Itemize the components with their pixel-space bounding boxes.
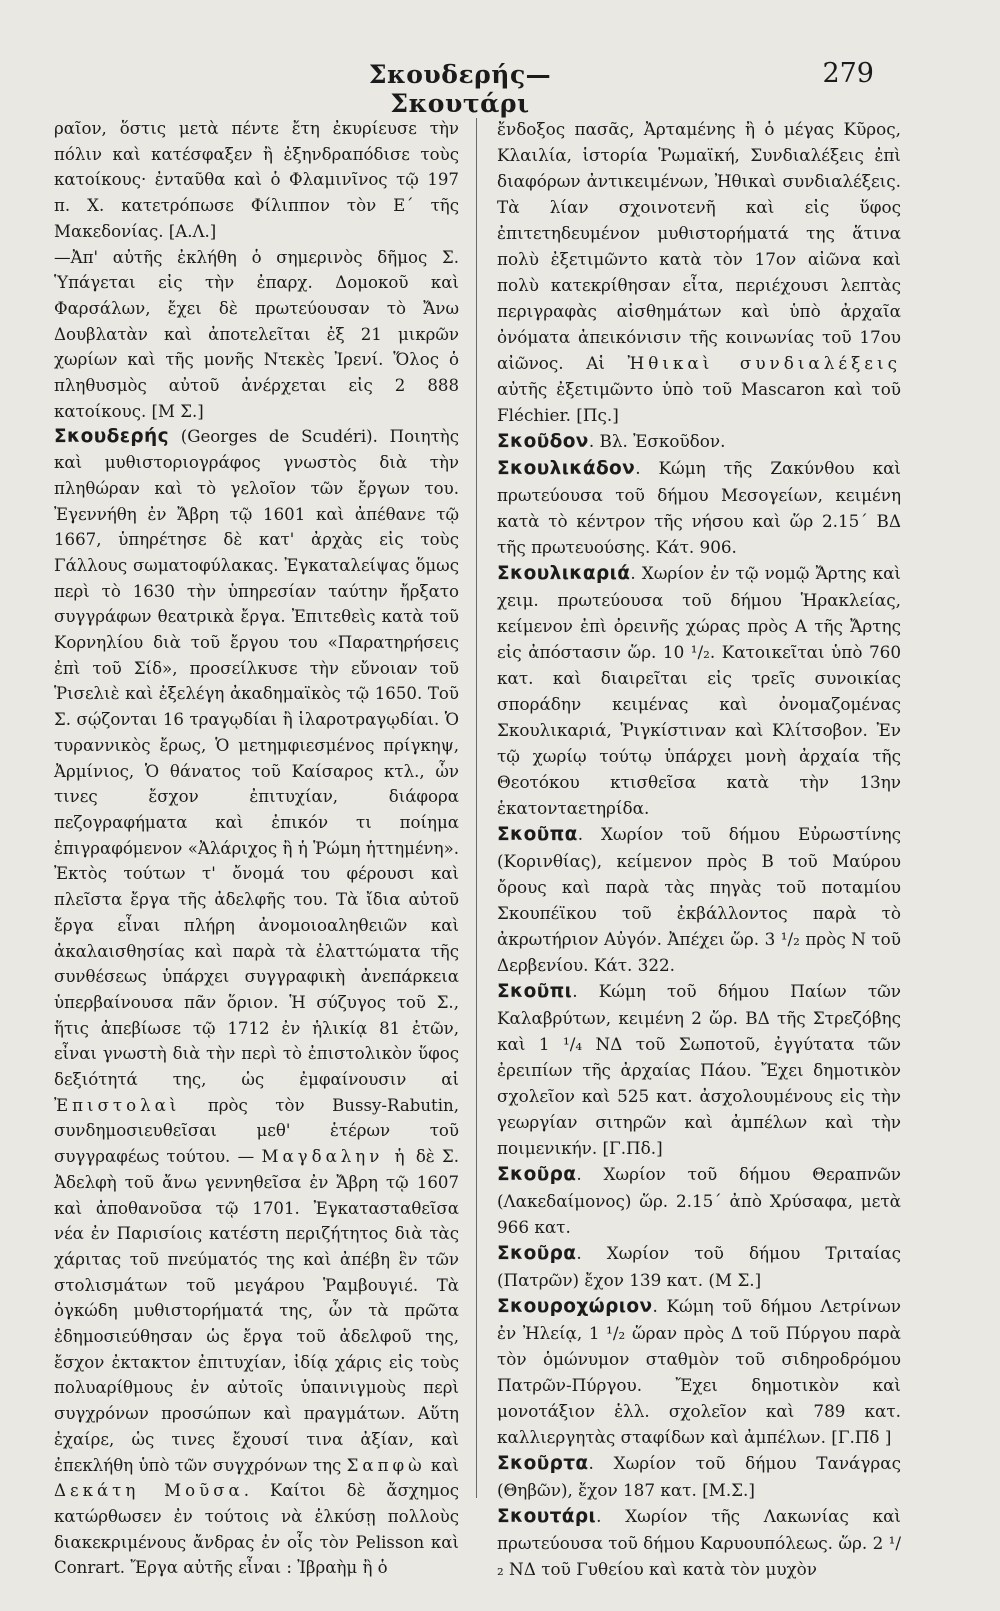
- running-head: Σκουδερής—Σκουτάρι: [368, 60, 552, 118]
- paragraph-text: ἔνδοξος πασᾶς, Ἀρταμένης ἢ ὁ μέγας Κῦρος, Κλαιλία, ἱστορία Ῥωμαϊκή, Συνδιαλέξεις ἐπὶ διαφόρων ἀντικειμένων, Ἠθικαὶ συνδιαλέξεις. Τὰ λίαν σχοινοτενῆ καὶ εἰς ὕφος ἐπιτετηδευμένον μυθιστορήματά της ἅτινα πολὺ ἐξετιμῶντο κατὰ τὸν 17ον αἰῶνα καὶ πολὺ κατεκρίθησαν εἶτα, περιέχουσι λεπτὰς περιγραφὰς αἰσθημάτων καὶ ὑπὸ ἀρχαῖα ὀνόματα ἀπεικόνισιν τῆς κοινωνίας τοῦ 17ου αἰῶνος. Αἱ: [497, 119, 901, 373]
- entry-text: καὶ: [425, 1455, 459, 1475]
- entry-headword: Σκουροχώριον: [497, 1296, 653, 1317]
- entry-text: . Χωρίον τοῦ δήμου Εὐρωστίνης (Κορινθίας), κείμενον πρὸς Β τοῦ Μαύρου ὄρους καὶ παρὰ τὰς πηγὰς τοῦ ποταμίου Σκουπέϊκου τοῦ ἐκβάλλοντος παρὰ τὸ ἀκρωτήριον Αὐγόν. Ἀπέχει ὥρ. 3 ¹/₂ πρὸς Ν τοῦ Δερβενίου. Κάτ. 322.: [497, 824, 901, 975]
- entry-headword: Σκουλικάδον: [497, 458, 636, 479]
- page-header: [0, 58, 1000, 118]
- entry-skoutari: [497, 1503, 901, 1582]
- entry-text: δὲ Σ. Ἀδελφὴ τοῦ ἄνω γεννηθεῖσα ἐν Ἄβρη τῷ 1607 καὶ ἀποθανοῦσα τῷ 1701. Ἐγκατασταθεῖσα νέα ἐν Παρισίοις κατέστη περιζήτητος διὰ τὰς χάριτας τοῦ πνεύματός της καὶ ἀπέβη ἓν τῶν στολισμάτων τοῦ μεγάρου Ῥαμβουγιέ. Τὰ ὀγκώδη μυθιστορήματά της, ὧν τὰ πρῶτα ἐδημοσιεύθησαν ὡς ἔργα τοῦ ἀδελφοῦ της, ἔσχον ἐκτακτον ἐπιτυχίαν, ἰδίᾳ χάρις εἰς τοὺς πολυαρίθμους ἐν αὐτοῖς ὑπαινιγμοὺς περὶ συγχρόνων προσώπων καὶ πραγμάτων. Αὕτη ἐχαίρε, ὡς τινες ἔχουσί τινα ἀξίαν, καὶ ἐπεκλήθη ὑπὸ τῶν συγχρόνων της: [54, 1147, 459, 1475]
- entry-headword: Σκοῦρτα: [497, 1453, 589, 1474]
- entry-text: . Χωρίον τῆς Λακωνίας καὶ πρωτεύουσα τοῦ δήμου Καρυουπόλεως. ὥρ. 2 ¹/₂ ΝΔ τοῦ Γυθείου καὶ κατὰ τὸν μυχὸν: [497, 1506, 901, 1579]
- entry-text: . Καίτοι δὲ ἄσχημος κατώρθωσεν ἐν τούτοις νὰ ἑλκύσῃ πολλοὺς διακεκριμένους ἄνδρας ἐν οἷς τὸν Pelisson καὶ Conrart. Ἔργα αὐτῆς εἶναι : Ἰβραὴμ ἢ ὁ: [54, 1481, 459, 1578]
- entry-text: . Χωρίον ἐν τῷ νομῷ Ἄρτης καὶ χειμ. πρωτεύουσα τοῦ δήμου Ἡρακλείας, κείμενον ἐπὶ ὀρεινῆς χώρας πρὸς Α τῆς Ἄρτης εἰς ἀπόστασιν ὥρ. 10 ¹/₂. Κατοικεῖται ὑπὸ 760 κατ. καὶ διαιρεῖται εἰς τρεῖς συνοικίας σποράδην κειμένας καὶ ὀνομαζομένας Σκουλικαριά, Ῥιγκίστιναν καὶ Κλίτσοβον. Ἐν τῷ χωρίῳ τούτῳ ὑπάρχει μονὴ ἀρχαία τῆς Θεοτόκου κτισθεῖσα κατὰ τὴν 13ην ἑκατονταετηρίδα.: [497, 563, 901, 818]
- entry-text: . Κώμη τοῦ δήμου Λετρίνων ἐν Ἠλείᾳ, 1 ¹/₂ ὥραν πρὸς Δ τοῦ Πύργου παρὰ τὸν ὁμώνυμον σταθμὸν τοῦ σιδηροδρόμου Πατρῶν-Πύργου. Ἔχει δημοτικὸν καὶ μονοτάξιον ἑλλ. σχολεῖον καὶ 789 κατ. καλλιεργητὰς σταφίδων καὶ ἀμπέλων. [Γ.Πδ ]: [497, 1296, 901, 1447]
- entry-text: . Κώμη τοῦ δήμου Παίων τῶν Καλαβρύτων, κειμένη 2 ὥρ. ΒΔ τῆς Στρεζόβης καὶ 1 ¹/₄ ΝΔ τοῦ Σωποτοῦ, ἐγγύτατα τῶν ἐρειπίων τῆς ἀρχαίας Πάου. Ἔχει δημοτικὸν σχολεῖον καὶ 525 κατ. ἀσχολουμένους εἰς τὴν γεωργίαν σιτηρῶν καὶ ἀμπέλων καὶ τὴν ποιμενικήν. [Γ.Πδ.]: [497, 981, 901, 1158]
- paragraph-text: αὐτῆς ἐξετιμῶντο ὑπὸ τοῦ Mascaron καὶ τοῦ Fléchier. [Πς.]: [497, 379, 901, 425]
- entry-headword: Σκοῦδον: [497, 431, 589, 452]
- entry-text: . Βλ. Ἐσκοῦδον.: [588, 431, 726, 451]
- entry-text: . Χωρίον τοῦ δήμου Τανάγρας (Θηβῶν), ἔχον 187 κατ. [Μ.Σ.]: [497, 1453, 901, 1500]
- entry-text: πρὸς τὸν Bussy-Rabutin, συνδημοσιευθεῖσαι μεθ' ἑτέρων τοῦ συγγραφέως τούτου. —: [54, 1095, 459, 1167]
- entry-headword: Σκουδερής: [54, 426, 169, 448]
- continued-paragraph: ραῖον, ὅστις μετὰ πέντε ἔτη ἐκυρίευσε τὴν πόλιν καὶ κατέσφαξεν ἢ ἐξηνδραπόδισε τοὺς κατοίκους· ἐνταῦθα καὶ ὁ Φλαμινῖνος τῷ 197 π. Χ. κατετρόπωσε Φίλιππον τὸν Ε΄ τῆς Μακεδονίας. [Α.Λ.]: [54, 119, 459, 241]
- entry-headword: Σκουτάρι: [497, 1506, 597, 1527]
- entry-headword: Σκοῦρα: [497, 1243, 577, 1264]
- column-divider: [476, 118, 477, 1498]
- spaced-title: Ἠθικαὶ συνδιαλέξεις: [627, 353, 901, 373]
- entry-headword: Σκουλικαριά: [497, 563, 631, 584]
- entry-skoupa: [497, 821, 901, 978]
- entry-headword: Σκοῦρα: [497, 1164, 577, 1185]
- entry-text: . Κώμη τῆς Ζακύνθου καὶ πρωτεύουσα τοῦ δήμου Μεσογείων, κειμένη κατὰ τὸ κέντρον τῆς νήσου καὶ ὥρ 2.15΄ ΒΔ τῆς πρωτευούσης. Κάτ. 906.: [497, 458, 901, 557]
- entry-skourta: [497, 1450, 901, 1503]
- entry-skoulikaria: [497, 560, 901, 821]
- page-number: 279: [822, 58, 874, 89]
- entry-skouderis: [54, 424, 459, 1581]
- spaced-name: Μαγδαλην ἡ: [261, 1147, 409, 1167]
- entry-text: . Χωρίον τοῦ δήμου Τριταίας (Πατρῶν) ἔχον 139 κατ. (Μ Σ.]: [497, 1243, 901, 1290]
- entry-headword: Σκοῦπα: [497, 824, 578, 845]
- entry-text: (Georges de Scudéri). Ποιητὴς καὶ μυθιστοριογράφος γνωστὸς διὰ τὴν πληθώραν καὶ τὸ γελοῖον τῶν ἔργων του. Ἐγεννήθη ἐν Ἄβρη τῷ 1601 καὶ ἀπέθανε τῷ 1667, ὑπηρέτησε δὲ κατ' ἀρχὰς εἰς τοὺς Γάλλους σωματοφύλακας. Ἐγκαταλείψας ὅμως περὶ τὸ 1630 τὴν ὑπηρεσίαν ταύτην ἤρξατο συγγράφων θεατρικὰ ἔργα. Ἐπιτεθεὶς κατὰ τοῦ Κορνηλίου διὰ τοῦ ἔργου του «Παρατηρήσεις ἐπὶ τοῦ Σίδ», προσείλκυσε τὴν εὔνοιαν τοῦ Ῥισελιὲ καὶ ἐξελέγη ἀκαδημαϊκὸς τῷ 1650. Τοῦ Σ. σῴζονται 16 τραγῳδίαι ἢ ἱλαροτραγῳδίαι. Ὁ τυραννικὸς ἔρως, Ὁ μετημφιεσμένος πρίγκηψ, Ἀρμίνιος, Ὁ θάνατος τοῦ Καίσαρος κτλ., ὧν τινες ἔσχον ἐπιτυχίαν, διάφορα πεζογραφήματα καὶ ἐπικόν τι ποίημα ἐπιγραφόμενον «Ἀλάριχος ἢ ἡ Ῥώμη ἡττημένη». Ἐκτὸς τούτων τ' ὄνομά του φέρουσι καὶ πλεῖστα ἔργα τῆς ἀδελφῆς του. Τὰ ἴδια αὐτοῦ ἔργα εἶναι πλήρη ἀνομοιοαληθειῶν καὶ ἀκαλαισθησίας καὶ παρὰ τὰ ἐλαττώματα τῆς συνθέσεως ὑπάρχει συγγραφικὴ ἀνεπάρκεια ὑπερβαίνουσα πᾶν ὅριον. Ἡ σύζυγος τοῦ Σ., ἥτις ἀπεβίωσε τῷ 1712 ἐν ἡλικίᾳ 81 ἐτῶν, εἶναι γνωστὴ διὰ τὴν περὶ τὸ ἐπιστολικὸν ὕφος δεξιότητά της, ὡς ἐμφαίνουσιν αἱ: [54, 427, 459, 1090]
- entry-skoulikadon: [497, 455, 901, 560]
- left-column: [54, 116, 459, 1581]
- spaced-name: Σαπφὼ: [346, 1455, 426, 1475]
- spaced-name: Δεκάτη Μοῦσα: [54, 1481, 244, 1501]
- spaced-title: Ἐπιστολαὶ: [54, 1095, 181, 1115]
- entry-skoupi: [497, 978, 901, 1161]
- entry-skoura-lakedaimonos: [497, 1161, 901, 1240]
- entry-skoura-patron: [497, 1240, 901, 1293]
- paragraph-demos: —Ἀπ' αὐτῆς ἐκλήθη ὁ σημερινὸς δῆμος Σ. Ὑπάγεται εἰς τὴν ἐπαρχ. Δομοκοῦ καὶ Φαρσάλων, ἔχει δὲ πρωτεύουσαν τὸ Ἄνω Δουβλατὰν καὶ ἀποτελεῖται ἐξ 21 μικρῶν χωρίων καὶ τῆς μονῆς Ντεκὲς Ἰρενί. Ὅλος ὁ πληθυσμὸς αὐτοῦ ἀνέρχεται εἰς 2 888 κατοίκους. [Μ Σ.]: [54, 247, 459, 421]
- right-column: [497, 116, 901, 1582]
- entry-headword: Σκοῦπι: [497, 981, 573, 1002]
- entry-text: . Χωρίον τοῦ δήμου Θεραπνῶν (Λακεδαίμονος) ὥρ. 2.15΄ ἀπὸ Χρύσαφα, μετὰ 966 κατ.: [497, 1164, 901, 1237]
- continued-paragraph: [497, 116, 901, 428]
- entry-skoudon: [497, 428, 901, 455]
- entry-skourochorion: [497, 1293, 901, 1450]
